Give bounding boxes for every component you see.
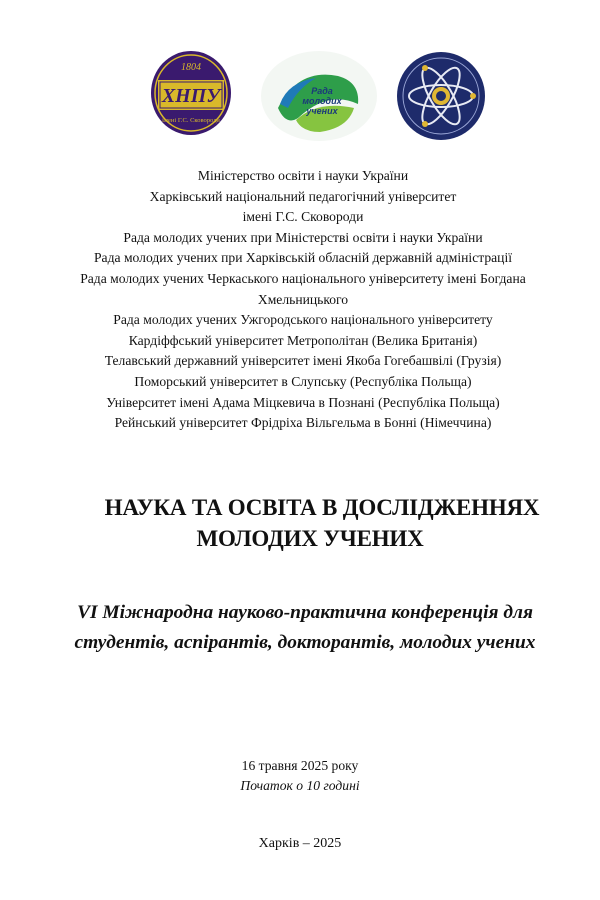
event-info [0, 756, 600, 796]
rada-logo-line2: молодих [302, 96, 342, 106]
knpu-emblem-icon [150, 50, 232, 136]
conference-title [40, 492, 580, 554]
organizer-line: Кардіффський університет Метрополітан (Велика Британія) [128, 332, 478, 348]
logo-row [150, 48, 490, 148]
organizer-line: Рада молодих учених при Харківській обласній державній адміністрації [94, 250, 512, 266]
event-start-time: Початок о 10 годині [240, 778, 360, 793]
organizer-line: Поморський університет в Слупську (Республіка Польща) [134, 373, 472, 389]
knpu-name: імені Г.С. Сковороди [162, 117, 220, 124]
organizer-line: Міністерство освіти і науки України [197, 168, 409, 183]
organizer-line: Харківський національний педагогічний університет [149, 188, 457, 204]
title-line-1: НАУКА ТА ОСВІТА В ДОСЛІДЖЕННЯХ [104, 495, 540, 520]
rada-logo-line3: учених [306, 106, 338, 116]
organizer-line: Рада молодих учених Ужгородського національного університету [113, 312, 493, 328]
place-year: Харків – 2025 [258, 836, 342, 851]
organizer-line: Університет імені Адама Міцкевича в Познані (Республіка Польща) [106, 394, 500, 410]
organizers-list [40, 166, 566, 434]
title-line-2: МОЛОДИХ УЧЕНИХ [196, 526, 424, 551]
knpu-year: 1804 [181, 62, 201, 73]
rada-logo-line1: Рада [311, 86, 333, 96]
subtitle-line-2: студентів, аспірантів, докторантів, молодих учених [74, 632, 536, 653]
subtitle-line-1: VI Міжнародна науково-практична конференція для [77, 602, 533, 623]
organizer-line: Рада молодих учених Черкаського національного університету імені Богдана Хмельницького [80, 270, 526, 307]
rada-molodykh-uchenykh-logo-icon [258, 48, 380, 144]
conference-subtitle [14, 598, 596, 658]
organizer-line: Телавський державний університет імені Якоба Гогебашвілі (Грузія) [104, 353, 502, 369]
event-date: 16 травня 2025 року [241, 758, 359, 773]
organizer-line: Рада молодих учених при Міністерстві освіти і науки України [123, 229, 483, 245]
knpu-abbr: ХНПУ [161, 85, 221, 107]
organizer-line: імені Г.С. Сковороди [242, 209, 364, 225]
organizer-line: Рейнський університет Фрідріха Вільгельма в Бонні (Німеччина) [114, 415, 492, 431]
atom-emblem-icon [390, 50, 492, 142]
